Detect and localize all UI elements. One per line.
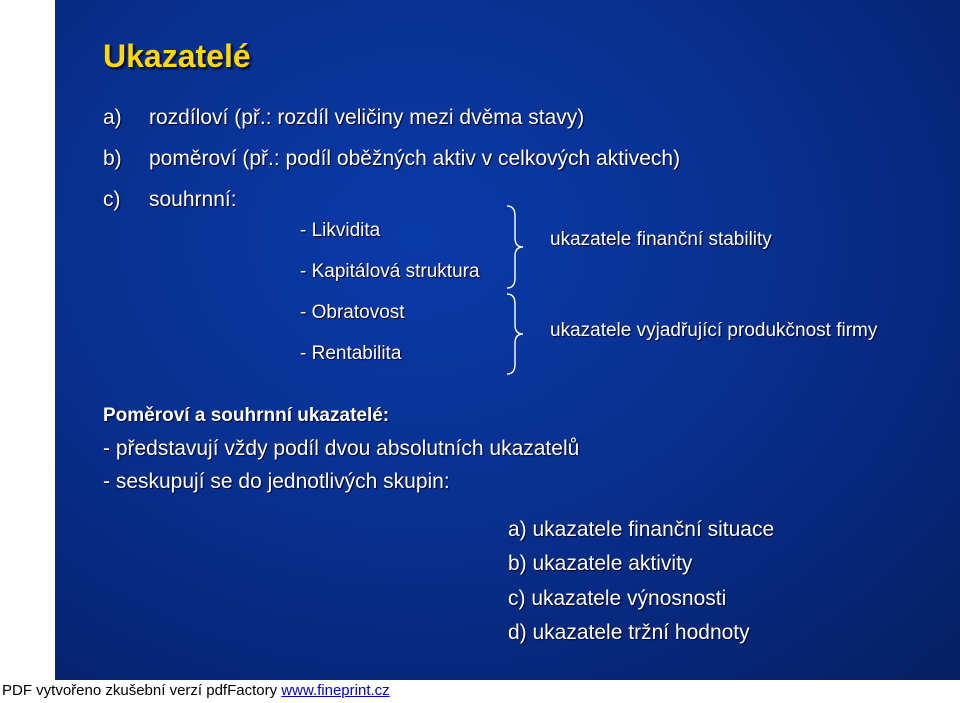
category-text-b: poměroví (př.: podíl oběžných aktiv v celkových aktivech) — [149, 147, 681, 170]
ratio-heading: Poměroví a souhrnní ukazatelé: — [103, 405, 390, 426]
summary-item-kapitalova-struktura: - Kapitálová struktura — [300, 261, 480, 282]
group-item-b: b) ukazatele aktivity — [508, 552, 693, 575]
brace-label-productivity: ukazatele vyjadřující produkčnost firmy — [550, 320, 878, 341]
category-label-c: c) — [103, 188, 121, 211]
category-text-c: souhrnní: — [149, 188, 237, 211]
group-item-d: d) ukazatele tržní hodnoty — [508, 621, 750, 644]
category-label-b: b) — [103, 147, 122, 170]
ratio-bullet-1: - představují vždy podíl dvou absolutních ukazatelů — [103, 437, 580, 460]
category-text-a: rozdíloví (př.: rozdíl veličiny mezi dvěma stavy) — [149, 106, 585, 129]
slide-title: Ukazatelé — [103, 38, 251, 74]
group-item-c: c) ukazatele výnosnosti — [508, 587, 727, 610]
brace-financial-stability-icon — [505, 204, 525, 290]
summary-item-obratovost: - Obratovost — [300, 302, 405, 323]
group-item-a: a) ukazatele finanční situace — [508, 518, 775, 541]
footer-text: PDF vytvořeno zkušební verzí pdfFactory — [2, 682, 282, 699]
footer — [2, 682, 390, 699]
category-label-a: a) — [103, 106, 122, 129]
brace-productivity-icon — [505, 292, 525, 376]
brace-label-financial-stability: ukazatele finanční stability — [550, 229, 772, 250]
footer-link[interactable]: www.fineprint.cz — [281, 682, 390, 699]
ratio-bullet-2: - seskupují se do jednotlivých skupin: — [103, 470, 450, 493]
summary-item-rentabilita: - Rentabilita — [300, 343, 402, 364]
summary-item-likvidita: - Likvidita — [300, 220, 381, 241]
